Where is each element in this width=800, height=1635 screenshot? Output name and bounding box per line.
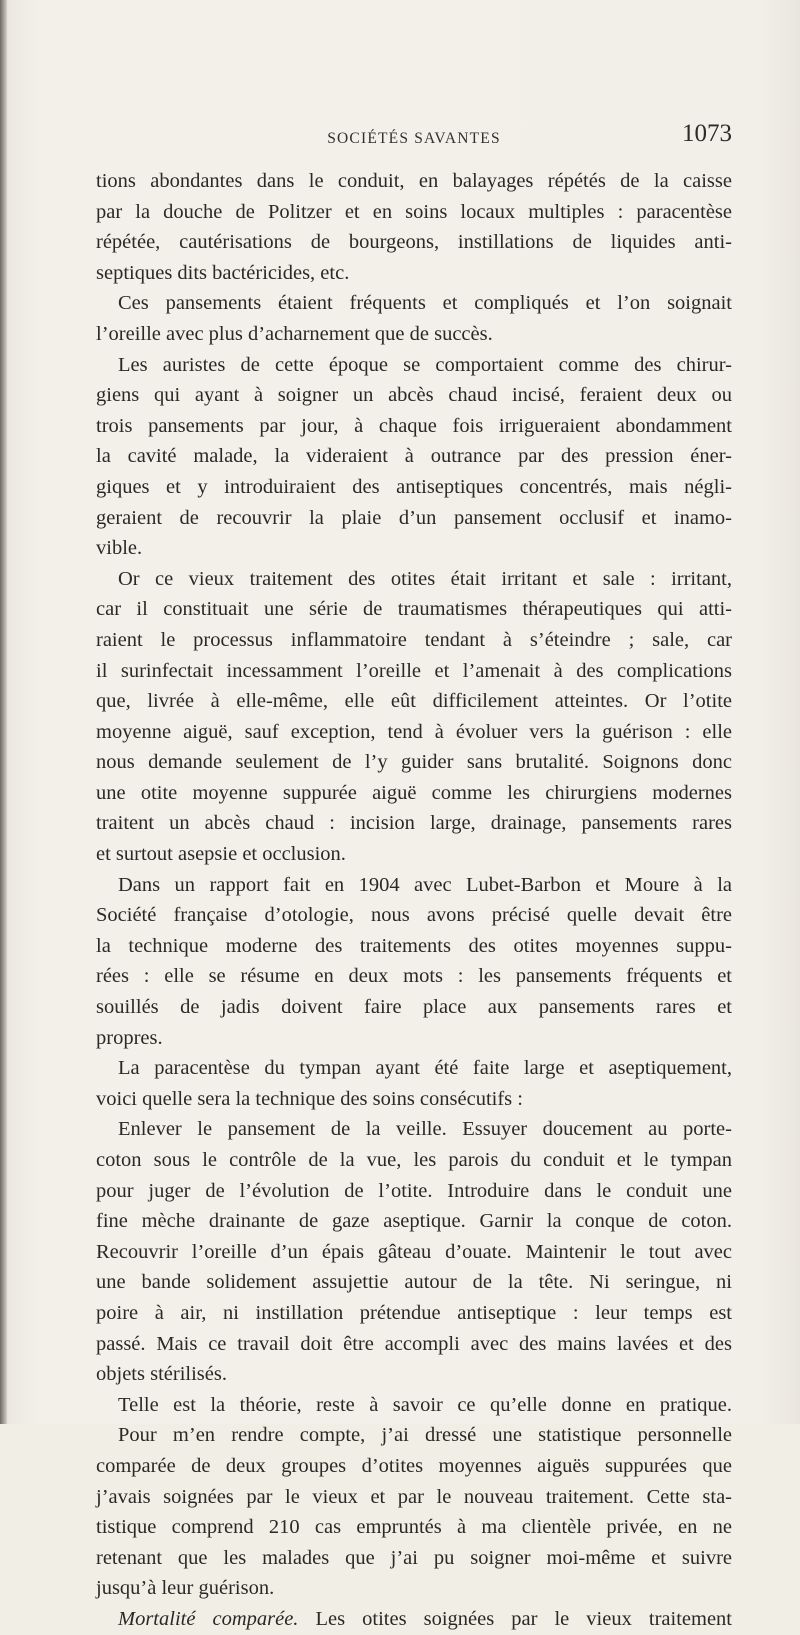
text-line: Pour m’en rendre compte, j’ai dressé une statistique personnelle xyxy=(118,1424,732,1447)
text-line: Dans un rapport fait en 1904 avec Lubet-Barbon et Moure à la xyxy=(118,873,732,896)
page-number: 1073 xyxy=(682,120,732,147)
text-line: Société française d’otologie, nous avons précisé quelle devait être xyxy=(96,904,732,927)
text-line: la technique moderne des traitements des otites moyennes suppu- xyxy=(96,934,732,957)
text-line: giens qui ayant à soigner un abcès chaud incisé, feraient deux ou xyxy=(96,384,732,407)
text-line: j’avais soignées par le vieux et par le nouveau traitement. Cette sta- xyxy=(96,1485,732,1508)
text-line: retenant que les malades que j’ai pu soigner moi-même et suivre xyxy=(96,1546,732,1569)
text-line: voici quelle sera la technique des soins consécutifs : xyxy=(96,1087,523,1110)
text-line: répétée, cautérisations de bourgeons, instillations de liquides anti- xyxy=(96,231,732,254)
text-line: septiques dits bactéricides, etc. xyxy=(96,261,350,284)
text-line-continuation: Les otites soignées par le vieux traitement xyxy=(315,1607,732,1630)
text-line: une bande solidement assujettie autour de la tête. Ni seringue, ni xyxy=(96,1271,732,1294)
text-line: Telle est la théorie, reste à savoir ce qu’elle donne en pratique. xyxy=(118,1393,732,1416)
body-text xyxy=(96,166,732,1635)
text-line: Enlever le pansement de la veille. Essuyer doucement au porte- xyxy=(118,1118,732,1141)
text-line: propres. xyxy=(96,1026,163,1049)
text-line: La paracentèse du tympan ayant été faite large et aseptiquement, xyxy=(118,1057,732,1080)
text-line: pour juger de l’évolution de l’otite. Introduire dans le conduit une xyxy=(96,1179,732,1202)
text-line: il surinfectait incessamment l’oreille et l’amenait à des complications xyxy=(96,659,732,682)
text-line: Les auristes de cette époque se comportaient comme des chirur- xyxy=(118,353,732,376)
text-line: l’oreille avec plus d’acharnement que de succès. xyxy=(96,322,493,345)
text-line: la cavité malade, la videraient à outrance par des pression éner- xyxy=(96,445,732,468)
text-line: rées : elle se résume en deux mots : les pansements fréquents et xyxy=(96,965,732,988)
text-line: fine mèche drainante de gaze aseptique. Garnir la conque de coton. xyxy=(96,1210,732,1233)
text-line: traitent un abcès chaud : incision large, drainage, pansements rares xyxy=(96,812,732,835)
text-line: tions abondantes dans le conduit, en balayages répétés de la caisse xyxy=(96,170,732,192)
text-line: que, livrée à elle-même, elle eût difficilement atteintes. Or l’otite xyxy=(96,690,732,713)
text-line: giques et y introduiraient des antiseptiques concentrés, mais négli- xyxy=(96,475,732,498)
text-line: car il constituait une série de traumatismes thérapeutiques qui atti- xyxy=(96,598,732,621)
page-header xyxy=(96,118,732,150)
text-line: comparée de deux groupes d’otites moyennes aiguës suppurées que xyxy=(96,1454,732,1477)
text-line: moyenne aiguë, sauf exception, tend à évoluer vers la guérison : elle xyxy=(96,720,732,743)
text-line: une otite moyenne suppurée aiguë comme les chirurgiens modernes xyxy=(96,781,732,804)
running-head: SOCIÉTÉS SAVANTES xyxy=(327,130,501,147)
text-line: trois pansements par jour, à chaque fois irrigueraient abondamment xyxy=(96,414,732,437)
text-line: poire à air, ni instillation prétendue antiseptique : leur temps est xyxy=(96,1301,732,1324)
text-line: coton sous le contrôle de la vue, les parois du conduit et le tympan xyxy=(96,1149,732,1171)
text-line-mixed xyxy=(96,1604,732,1635)
text-line: nous demande seulement de l’y guider sans brutalité. Soignons donc xyxy=(96,751,732,774)
text-line: tistique comprend 210 cas empruntés à ma clientèle privée, en ne xyxy=(96,1516,732,1539)
text-line: Recouvrir l’oreille d’un épais gâteau d’ouate. Maintenir le tout avec xyxy=(96,1240,732,1263)
text-line: Or ce vieux traitement des otites était irritant et sale : irritant, xyxy=(118,567,732,590)
text-line: par la douche de Politzer et en soins locaux multiples : paracentèse xyxy=(96,200,732,223)
text-line: souillés de jadis doivent faire place aux pansements rares et xyxy=(96,996,732,1019)
text-line: passé. Mais ce travail doit être accompli avec des mains lavées et des xyxy=(96,1332,732,1355)
section-heading-italic: Mortalité comparée. xyxy=(118,1607,299,1630)
text-line: objets stérilisés. xyxy=(96,1363,227,1386)
text-line: raient le processus inflammatoire tendant à s’éteindre ; sale, car xyxy=(96,628,732,651)
text-line: vible. xyxy=(96,537,143,560)
page-binding-edge xyxy=(0,0,7,1424)
text-line: jusqu’à leur guérison. xyxy=(96,1577,275,1600)
text-line: Ces pansements étaient fréquents et compliqués et l’on soignait xyxy=(118,292,732,315)
text-line: geraient de recouvrir la plaie d’un pansement occlusif et inamo- xyxy=(96,506,732,529)
text-line: et surtout asepsie et occlusion. xyxy=(96,843,346,866)
